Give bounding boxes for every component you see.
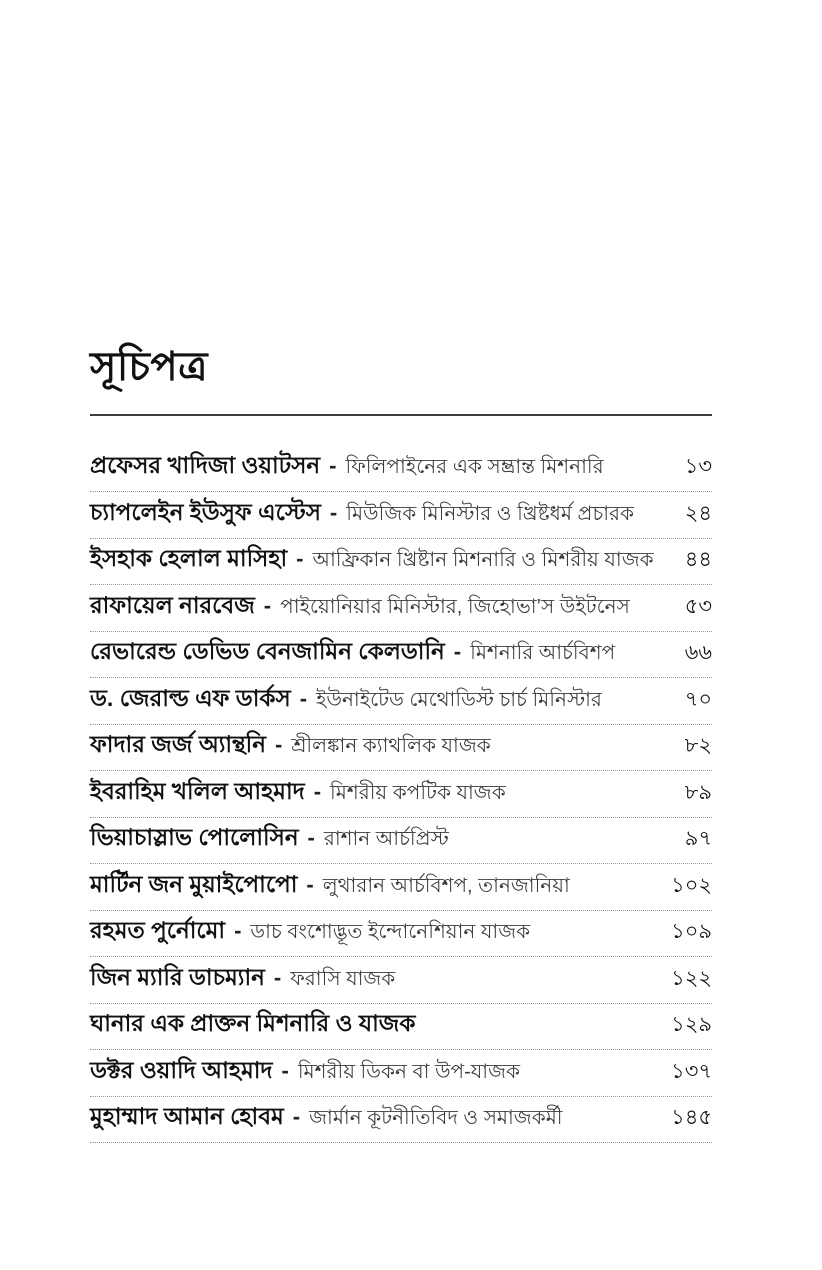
entry-page-number: ১০২ [671, 873, 712, 897]
entry-description: মিশনারি আর্চবিশপ [470, 642, 616, 664]
entry-page-number: ১২৯ [671, 1013, 712, 1036]
entry-separator: - [281, 1057, 289, 1083]
toc-entry [90, 632, 712, 679]
entry-separator: - [296, 546, 304, 571]
entry-description: জার্মান কূটনীতিবিদ ও সমাজকর্মী [309, 1107, 563, 1129]
entry-page-number: ৭০ [684, 687, 712, 711]
entry-separator: - [313, 778, 322, 804]
entry-separator: - [307, 825, 315, 850]
entry-page-number: ১৩৭ [671, 1059, 712, 1083]
entry-name: ভিয়াচাস্লাভ পোলোসিন [90, 824, 299, 850]
entry-page-number: ৮২ [684, 734, 712, 757]
entry-description: মিশরীয় কপটিক যাজক [330, 781, 506, 804]
entry-page-number: ২৪ [684, 501, 712, 525]
entry-separator: - [274, 732, 283, 757]
entry-page-number: ১২২ [671, 966, 712, 990]
page-title: সূচিপত্র [90, 345, 208, 389]
entry-name: ঘানার এক প্রাক্তন মিশনারি ও যাজক [90, 1010, 416, 1036]
entry-name: ইসহাক হেলাল মাসিহা [90, 545, 288, 571]
entry-description: রাশান আর্চপ্রিস্ট [323, 828, 449, 850]
entry-separator: - [263, 592, 272, 618]
entry-name: ফাদার জর্জ অ্যান্থনি [90, 731, 266, 757]
entry-description: শ্রীলঙ্কান ক্যাথলিক যাজক [291, 735, 491, 757]
toc-entry [90, 957, 712, 1004]
entry-description: পাইয়োনিয়ার মিনিস্টার, জিহোভা’স উইটনেস [280, 595, 630, 618]
entry-name: চ্যাপলেইন ইউসুফ এস্টেস [90, 498, 321, 525]
toc-entry [90, 771, 712, 818]
entry-description: মিশরীয় ডিকন বা উপ-যাজক [297, 1060, 520, 1083]
entry-name: মার্টিন জন মুয়াইপোপো [90, 870, 298, 897]
entry-name: ড. জেরাল্ড এফ ডার্কস [90, 684, 291, 711]
entry-name: ডক্টর ওয়াদি আহমাদ [90, 1056, 273, 1083]
entry-description: আফ্রিকান খ্রিষ্টান মিশনারি ও মিশরীয় যাজক [312, 549, 654, 571]
entry-name: রহমত পুর্নোমো [90, 917, 226, 943]
entry-page-number: ৫৩ [684, 594, 712, 618]
entry-name: রাফায়েল নারবেজ [90, 591, 255, 618]
toc-entry [90, 725, 712, 772]
entry-description: ইউনাইটেড মেথোডিস্ট চার্চ মিনিস্টার [316, 688, 602, 711]
toc-entry [90, 416, 712, 492]
entry-description: মিউজিক মিনিস্টার ও খ্রিষ্টধর্ম প্রচারক [346, 502, 635, 525]
toc-entry [90, 1050, 712, 1097]
entry-name: প্রফেসর খাদিজা ওয়াটসন [90, 452, 321, 478]
toc-entry [90, 1097, 712, 1144]
entry-name: ইবরাহিম খলিল আহমাদ [90, 777, 305, 804]
entry-page-number: ১০৯ [671, 920, 712, 943]
entry-name: মুহাম্মাদ আমান হোবম [90, 1103, 284, 1129]
entry-page-number: ৪৪ [684, 548, 712, 571]
entry-description: ফিলিপাইনের এক সম্ভ্রান্ত মিশনারি [345, 456, 604, 478]
entry-separator: - [292, 1104, 301, 1129]
entry-separator: - [306, 871, 314, 897]
entry-description: লুথারান আর্চবিশপ, তানজানিয়া [322, 874, 570, 897]
entry-description: ডাচ বংশোদ্ভূত ইন্দোনেশিয়ান যাজক [250, 921, 531, 943]
entry-page-number: ১৩ [684, 455, 712, 478]
toc-entry [90, 911, 712, 958]
entry-separator: - [329, 499, 338, 525]
toc-entry [90, 539, 712, 586]
entry-page-number: ১৪৫ [671, 1106, 712, 1129]
toc-entry [90, 585, 712, 632]
toc-entry [90, 492, 712, 539]
toc-entry [90, 818, 712, 865]
entry-page-number: ৮৯ [684, 780, 712, 804]
entry-page-number: ৬৬ [684, 641, 712, 664]
toc-entry [90, 678, 712, 725]
toc-page [90, 0, 712, 1143]
toc-entry [90, 864, 712, 911]
entry-separator: - [234, 918, 242, 943]
entry-name: রেভারেন্ড ডেভিড বেনজামিন কেলডানি [90, 638, 445, 664]
entry-separator: - [453, 639, 462, 664]
toc-list [90, 416, 712, 1143]
entry-description: ফরাসি যাজক [290, 967, 396, 990]
entry-separator: - [299, 685, 308, 711]
entry-separator: - [273, 964, 282, 990]
toc-entry [90, 1004, 712, 1051]
entry-name: জিন ম্যারি ডাচম্যান [90, 963, 265, 990]
entry-separator: - [329, 453, 337, 478]
entry-page-number: ৯৭ [684, 827, 712, 850]
